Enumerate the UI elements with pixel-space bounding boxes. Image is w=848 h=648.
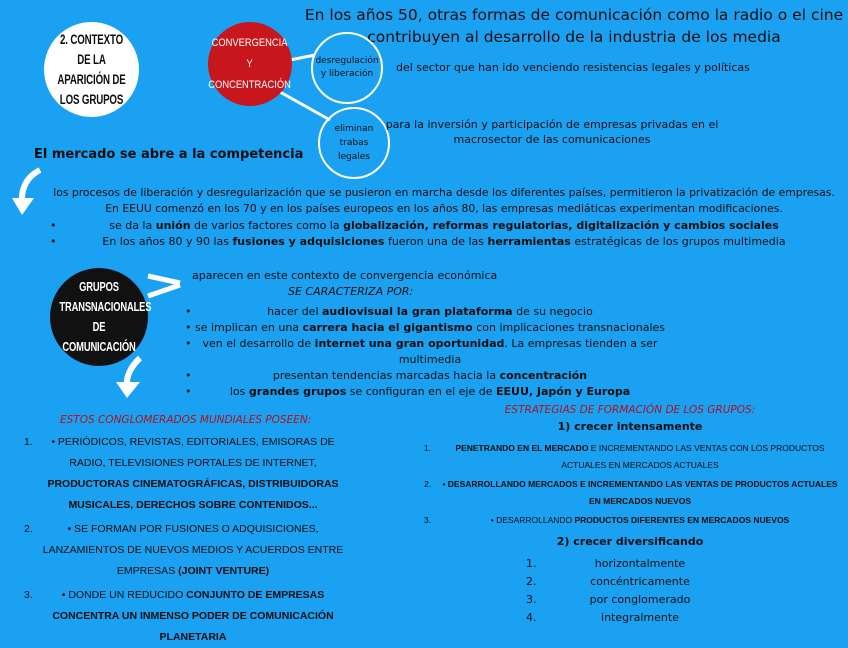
diversificando-list — [520, 555, 760, 627]
factor-item-1: • se da la unión de varios factores como la globalización, reformas regulatorias, digitalización y cambios sociales — [50, 219, 779, 232]
diversificando-item-3 — [520, 591, 760, 609]
convergencia-text: CONVERGENCIA Y CONCENTRACIÓN — [208, 36, 292, 91]
text-span: horizontalmente — [594, 557, 686, 570]
caracteristica-4: • presentan tendencias marcadas hacia la concentración — [185, 369, 588, 382]
header-line-2: contribuyen al desarrollo de la industria de los media — [367, 28, 781, 46]
bubble-desregulacion-text: desregulación y liberación — [315, 56, 379, 79]
paragraph-line-1: los procesos de liberación y desregularización que se pusieron en marcha desde los diferentes países, permitieron la privatización de empresas. — [53, 186, 835, 199]
text-span: de su negocio — [512, 305, 593, 318]
text-span: • DONDE UN REDUCIDO — [61, 589, 187, 601]
intensamente-item-3 — [420, 512, 840, 529]
conglomerado-item-3 — [18, 585, 348, 648]
text-span: fueron una de las — [384, 235, 488, 248]
text-span: grandes grupos — [248, 385, 347, 398]
bubble1-description: del sector que han ido venciendo resistencias legales y políticas — [396, 61, 750, 74]
text-span: (JOINT VENTURE) — [178, 565, 270, 577]
text-span: fusiones y adquisiciones — [232, 235, 385, 248]
text-span: se implican en una — [195, 321, 303, 334]
text-span: PRODUCTOS DIFERENTES EN MERCADOS NUEVOS — [574, 515, 790, 525]
text-span: carrera hacia el gigantismo — [302, 321, 473, 334]
conglomerados-list — [18, 432, 348, 648]
text-span: por conglomerado — [589, 593, 691, 606]
paragraph-liberacion — [40, 185, 848, 217]
crecer-intensamente: 1) crecer intensamente — [557, 420, 703, 433]
header — [300, 4, 848, 48]
convergencia-circle — [208, 22, 292, 106]
text-span: . La empresas tienden a ser multimedia — [398, 337, 658, 366]
diversificando-item-1 — [520, 555, 760, 573]
text-span: PRODUCTORAS CINEMATOGRÁFICAS, DISTRIBUIDORAS MUSICALES, DERECHOS SOBRE CONTENIDOS... — [47, 478, 339, 511]
caracteristica-3: • ven el desarrollo de internet una gran oportunidad. La empresas tienden a ser multimedia — [185, 337, 658, 366]
text-span: • DESARROLLANDO — [490, 515, 575, 525]
text-span: En los años 80 y 90 las — [102, 235, 233, 248]
text-span: E INCREMENTANDO LAS VENTAS CON LOS PRODUCTOS ACTUALES EN MERCADOS ACTUALES — [561, 443, 825, 470]
diversificando-item-4 — [520, 609, 760, 627]
text-span: los — [229, 385, 249, 398]
text-span: con implicaciones transnacionales — [472, 321, 665, 334]
bubble2-description — [376, 117, 728, 147]
text-span: audiovisual la gran plataforma — [322, 305, 513, 318]
bubble-desregulacion — [311, 32, 383, 104]
text-span: • DESARROLLANDO MERCADOS E INCREMENTANDO LAS VENTAS DE PRODUCTOS ACTUALES EN MERCADOS NUEVOS — [442, 479, 838, 506]
header-line-1: En los años 50, otras formas de comunicación como la radio o el cine — [304, 6, 844, 24]
factor-item-2: • En los años 80 y 90 las fusiones y adquisiciones fueron una de las herramientas estratégicas de los grupos multimedia — [50, 235, 786, 248]
text-span: hacer del — [267, 305, 322, 318]
caracteriza-heading: SE CARACTERIZA POR: — [288, 285, 414, 298]
text-span: • SE FORMAN POR FUSIONES O ADQUISICIONES, LANZAMIENTOS DE NUEVOS MEDIOS Y ACUERDOS ENTRE EMPRESAS — [42, 523, 344, 577]
text-span: concéntricamente — [590, 575, 690, 588]
grupos-circle — [50, 268, 152, 366]
text-span: integralmente — [601, 611, 679, 624]
text-span: PENETRANDO EN EL MERCADO — [455, 443, 589, 453]
aparecen-text: aparecen en este contexto de convergencia económica — [192, 269, 498, 282]
text-span: 1. — [424, 443, 432, 453]
text-span: globalización, reformas regulatorias, digitalización y cambios sociales — [343, 219, 779, 232]
caracteristica-1: • hacer del audiovisual la gran plataforma de su negocio — [185, 305, 593, 318]
text-span: 2. — [526, 575, 537, 588]
text-span: 1. — [526, 557, 537, 570]
curved-arrow-1-head — [12, 198, 34, 215]
text-span: internet una gran oportunidad — [314, 337, 505, 350]
conglomerados-heading: ESTOS CONGLOMERADOS MUNDIALES POSEEN: — [60, 414, 312, 426]
text-span: 4. — [526, 611, 537, 624]
right-arrow — [148, 276, 180, 296]
text-span: 1. — [24, 436, 33, 448]
text-span: de varios factores como la — [190, 219, 344, 232]
caracteristica-5: • los grandes grupos se configuran en el eje de EEUU, Japón y Europa — [185, 385, 631, 398]
text-span: 3. — [526, 593, 537, 606]
mercado-heading: El mercado se abre a la competencia — [34, 147, 304, 162]
crecer-diversificando: 2) crecer diversificando — [556, 535, 704, 548]
text-span: 3. — [24, 589, 33, 601]
bubble-trabas-text: eliminan trabas legales — [334, 124, 374, 162]
text-span: estratégicas de los grupos multimedia — [570, 235, 786, 248]
diversificando-item-2 — [520, 573, 760, 591]
text-span: • PERIÓDICOS, REVISTAS, EDITORIALES, EMISORAS DE RADIO, TELEVISIONES PORTALES DE INTERNET, — [51, 436, 335, 469]
grupos-circle-text: GRUPOS TRANSNACIONALES DE COMUNICACIÓN — [59, 279, 152, 354]
connector-to-bubble2 — [280, 92, 330, 120]
caracteristica-2: • se implican en una carrera hacia el gigantismo con implicaciones transnacionales — [185, 321, 665, 334]
caracteristicas-list — [180, 304, 680, 400]
conglomerado-item-2 — [18, 519, 348, 582]
text-span: ven el desarrollo de — [202, 337, 315, 350]
text-span: presentan tendencias marcadas hacia la — [272, 369, 500, 382]
bubble2-description-2: macrosector de las comunicaciones — [453, 133, 651, 146]
title-circle — [44, 22, 139, 117]
text-span: unión — [155, 219, 191, 232]
intensamente-item-2 — [420, 476, 840, 510]
intensamente-list — [420, 440, 840, 529]
text-span: CONJUNTO DE EMPRESAS CONCENTRA UN INMENSO PODER DE COMUNICACIÓN PLANETARIA — [52, 589, 334, 643]
estrategias-heading: ESTRATEGIAS DE FORMACIÓN DE LOS GRUPOS: — [504, 404, 756, 416]
text-span: concentración — [499, 369, 588, 382]
text-span: 3. — [424, 515, 432, 525]
text-span: se configuran en el eje de — [346, 385, 496, 398]
title-circle-text: 2. CONTEXTO DE LA APARICIÓN DE LOS GRUPOS — [57, 31, 126, 107]
text-span: 2. — [24, 523, 33, 535]
bubble2-description-1: para la inversión y participación de empresas privadas en el — [385, 118, 719, 131]
factor-list — [40, 218, 848, 250]
text-span: EEUU, Japón y Europa — [496, 385, 631, 398]
intensamente-item-1 — [420, 440, 840, 474]
curved-arrow-2-head — [116, 382, 140, 398]
text-span: herramientas — [487, 235, 571, 248]
text-span: se da la — [109, 219, 156, 232]
text-span: 2. — [424, 479, 432, 489]
conglomerado-item-1 — [18, 432, 348, 516]
paragraph-line-2: En EEUU comenzó en los 70 y en los países europeos en los años 80, las empresas mediáticas experimentan modificaciones. — [105, 202, 783, 215]
